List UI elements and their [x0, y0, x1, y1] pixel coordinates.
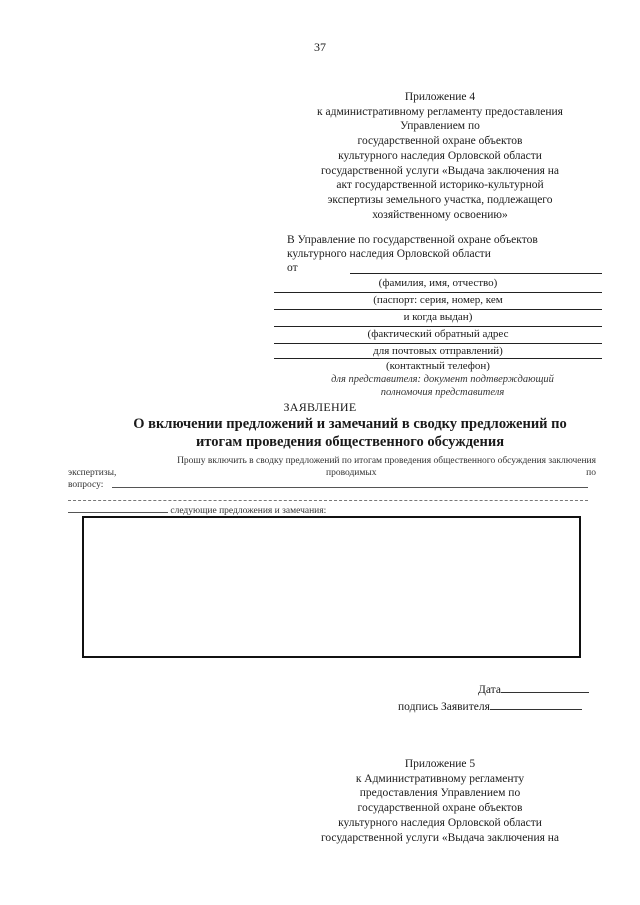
signature-label: подпись Заявителя [398, 701, 490, 713]
body-conducted-word: проводимых [325, 468, 377, 478]
statement-heading [100, 415, 600, 451]
appendix-4-title: Приложение 4 [404, 91, 476, 103]
body-line-5 [68, 503, 596, 517]
addressee-line-1: В Управление по государственной охране объектов [287, 234, 538, 246]
appendix-5-line: предоставления Управлением по [359, 787, 521, 800]
appendix-4-line: государственной услуги «Выдача заключения на [320, 164, 560, 177]
question-input-line[interactable] [112, 487, 588, 488]
fio-caption: (фамилия, имя, отчество) [378, 277, 498, 289]
fio-field[interactable] [274, 276, 602, 293]
passport-caption-1: (паспорт: серия, номер, кем [373, 294, 503, 306]
appendix-4-line: хозяйственному освоению» [372, 208, 508, 221]
appendix-4-line: культурного наследия Орловской области [338, 149, 542, 162]
heading-line-2: итогам проведения общественного обсуждения [195, 434, 505, 450]
question-continuation-line[interactable] [68, 503, 168, 513]
appendix-4-line: государственной охране объектов [357, 135, 523, 148]
body-proposals-label: следующие предложения и замечания: [170, 506, 327, 516]
appendix-5-line: культурного наследия Орловской области [338, 816, 542, 829]
signature-input-line[interactable] [490, 697, 582, 710]
appendix-4-line: Управлением по [400, 120, 480, 133]
passport-field-1[interactable] [274, 292, 602, 310]
address-caption-1: (фактический обратный адрес [367, 328, 509, 340]
appendix-5-line: государственной услуги «Выдача заключения на [320, 831, 560, 844]
appendix-4-line: к административному регламенту предоставления [317, 105, 563, 118]
passport-field-2[interactable] [274, 309, 602, 327]
appendix-5-line: государственной охране объектов [357, 802, 523, 815]
heading-line-1: О включении предложений и замечаний в сводку предложений по [133, 416, 567, 432]
addressee-line-2: культурного наследия Орловской области [287, 248, 491, 260]
body-expertise-word: экспертизы, [68, 468, 117, 478]
date-label: Дата [478, 684, 501, 696]
question-input-line-2[interactable] [68, 500, 588, 501]
statement-label: ЗАЯВЛЕНИЕ [283, 400, 357, 414]
representative-line-2: полномочия представителя [380, 387, 505, 398]
appendix-5-title: Приложение 5 [404, 758, 476, 770]
representative-line-1: для представителя: документ подтверждающий [331, 374, 554, 385]
from-label: от [287, 262, 298, 274]
page-number: 37 [314, 40, 326, 54]
appendix-4-line: акт государственной историко-культурной [336, 179, 544, 192]
appendix-5-line: к Административному регламенту [355, 772, 525, 785]
signature-row [398, 697, 582, 713]
appendix-5-header [300, 757, 580, 845]
representative-note [280, 373, 605, 399]
date-row [478, 680, 589, 696]
from-name-line[interactable] [350, 273, 602, 274]
passport-caption-2: и когда выдан) [403, 311, 473, 323]
address-field-1[interactable] [274, 326, 602, 344]
body-line-1: Прошу включить в сводку предложений по итогам проведения общественного обсуждения заключения [177, 456, 596, 466]
addressee-block [287, 233, 602, 261]
appendix-4-line: экспертизы земельного участка, подлежащего [327, 193, 553, 206]
date-input-line[interactable] [501, 680, 589, 693]
body-line-2 [68, 467, 596, 479]
body-question-label: вопросу: [68, 480, 104, 490]
body-on-word: по [586, 468, 596, 478]
appendix-4-header [290, 90, 590, 222]
proposals-box[interactable] [82, 516, 581, 658]
address-caption-2: для почтовых отправлений) [373, 345, 503, 357]
phone-caption: (контактный телефон) [386, 360, 490, 372]
body-line-3 [68, 479, 596, 491]
